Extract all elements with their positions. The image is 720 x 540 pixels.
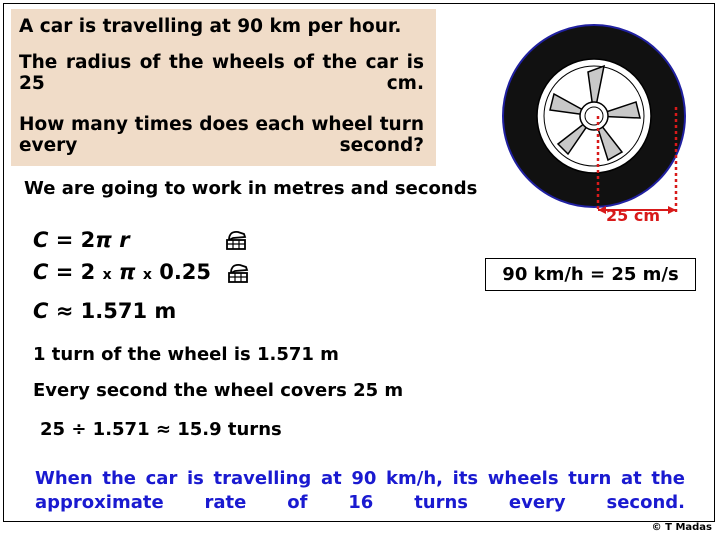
formula-value: 0.25: [159, 260, 212, 284]
formula-equals: = 2: [55, 260, 96, 284]
formula-pi: π: [118, 260, 136, 284]
formula-c: C: [33, 228, 49, 252]
wheel-diagram: [500, 22, 700, 222]
hub-inner: [585, 107, 603, 125]
step-distance-per-second: Every second the wheel covers 25 m: [33, 380, 404, 401]
formula-equals: = 2: [55, 228, 96, 252]
step-division: 25 ÷ 1.571 ≈ 15.9 turns: [40, 419, 282, 440]
step-turn-distance: 1 turn of the wheel is 1.571 m: [33, 344, 339, 365]
formula-times: x: [102, 267, 112, 283]
formula-result: [33, 299, 176, 323]
formula-circumference: [33, 228, 130, 252]
formula-substitution: [33, 260, 211, 284]
answer-text: When the car is travelling at 90 km/h, its wheels turn at the approximate rate of 16 turns every second.: [35, 468, 685, 513]
speed-conversion-box: 90 km/h = 25 m/s: [485, 258, 696, 291]
calculator-icon: [224, 228, 248, 252]
formula-r: r: [119, 228, 130, 252]
calculator-icon: [226, 261, 250, 285]
question-line-1: A car is travelling at 90 km per hour.: [19, 16, 402, 37]
formula-result-value: ≈ 1.571 m: [55, 299, 177, 323]
radius-label: 25 cm: [606, 206, 660, 225]
formula-c: C: [33, 299, 49, 323]
question-line-2: The radius of the wheels of the car is 25 cm.: [19, 52, 424, 94]
formula-times: x: [142, 267, 152, 283]
question-line-3: How many times does each wheel turn every second?: [19, 114, 424, 156]
formula-c: C: [33, 260, 49, 284]
intro-text: We are going to work in metres and seconds: [24, 178, 478, 199]
copyright-notice: © T Madas: [651, 522, 712, 533]
formula-pi: π: [95, 228, 112, 252]
